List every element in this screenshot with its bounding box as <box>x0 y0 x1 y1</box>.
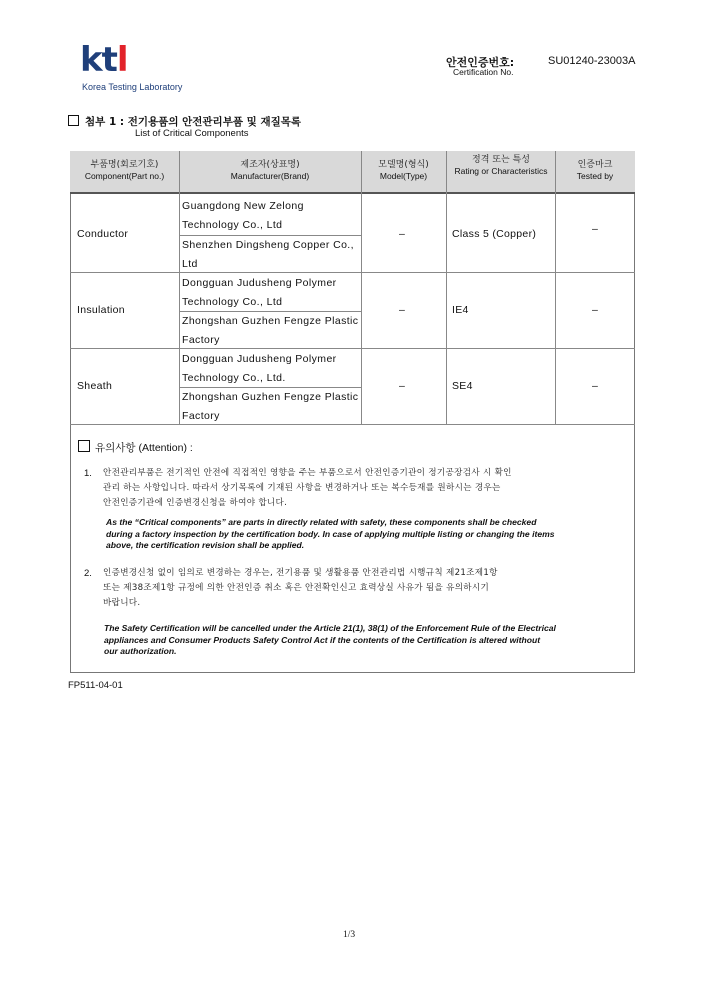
en-line: The Safety Certification will be cancelled under the Article 21(1), 38(1) of the Enforcement Rule of the Electrical <box>104 623 556 633</box>
header-manufacturer-en: Manufacturer(Brand) <box>230 171 310 181</box>
appendix-title-ko: 첨부 1 : 전기용품의 안전관리부품 및 재질목록 <box>85 116 302 128</box>
checkbox-icon <box>78 440 90 452</box>
en-line: appliances and Consumer Products Safety Control Act if the contents of the Certification is altered without <box>104 634 541 645</box>
attention-item-en <box>104 623 634 658</box>
row-manufacturer: Dongguan Judusheng Polymer Technology Co., Ltd <box>182 277 337 308</box>
row-tested-by: – <box>592 380 599 392</box>
header-component-en: Component(Part no.) <box>84 171 165 181</box>
header-model-ko: 모델명(형식) <box>378 160 429 170</box>
attention-item-ko <box>103 566 633 611</box>
attention-title <box>78 440 193 455</box>
ktl-logo <box>80 40 128 80</box>
header-manufacturer-ko: 제조자(상표명) <box>240 160 300 170</box>
row-model: – <box>399 228 406 240</box>
ko-line: 안전인증기관에 인증변경신청을 하여야 합니다. <box>103 498 288 508</box>
cert-number: SU01240-23003A <box>548 55 636 67</box>
header-model-en: Model(Type) <box>379 171 428 181</box>
header-component <box>70 160 179 182</box>
header-tested-by <box>555 160 635 182</box>
logo-main-text: kt <box>80 40 117 80</box>
row-rating: Class 5 (Copper) <box>452 228 537 240</box>
row-manufacturer: Zhongshan Guzhen Fengze Plastic Factory <box>182 315 359 346</box>
attention-item-en <box>106 517 636 552</box>
ko-line: 바랍니다. <box>103 598 141 608</box>
ko-line: 관리 하는 사항입니다. 따라서 상기목록에 기재된 사항을 변경하거나 또는 복수등재를 원하시는 경우는 <box>103 483 501 493</box>
en-line: our authorization. <box>104 646 177 656</box>
divider <box>555 151 556 424</box>
divider <box>179 151 180 424</box>
appendix-title <box>68 114 301 129</box>
header-model <box>361 160 446 182</box>
cert-label-ko: 안전인증번호: <box>446 56 515 69</box>
page-number: 1/3 <box>343 930 356 940</box>
header-rating-en: Rating or Characteristics <box>454 166 548 176</box>
row-tested-by: – <box>592 304 599 316</box>
header-tested-by-en: Tested by <box>576 171 614 181</box>
attention-title-en: (Attention) : <box>138 442 193 454</box>
header-rating-ko: 정격 또는 특성 <box>472 155 530 165</box>
form-code: FP511-04-01 <box>68 680 123 691</box>
row-component: Conductor <box>77 228 129 240</box>
appendix-title-en: List of Critical Components <box>135 128 249 139</box>
row-manufacturer: Shenzhen Dingsheng Copper Co., Ltd <box>182 239 354 270</box>
row-rating: IE4 <box>452 304 469 316</box>
row-component: Sheath <box>77 380 113 392</box>
row-model: – <box>399 304 406 316</box>
row-model: – <box>399 380 406 392</box>
header-manufacturer <box>179 160 361 182</box>
divider <box>446 151 447 424</box>
checkbox-icon <box>68 115 79 126</box>
header-tested-by-ko: 인증마크 <box>577 160 613 170</box>
row-manufacturer: Dongguan Judusheng Polymer Technology Co., Ltd. <box>182 353 337 384</box>
divider <box>361 151 362 424</box>
attention-title-ko: 유의사항 <box>95 442 136 454</box>
row-manufacturer: Zhongshan Guzhen Fengze Plastic Factory <box>182 391 359 422</box>
attention-item-number: 1. <box>84 468 92 479</box>
attention-item-number: 2. <box>84 568 92 579</box>
row-component: Insulation <box>77 304 125 316</box>
ko-line: 안전관리부품은 전기적인 안전에 직접적인 영향을 주는 부품으로서 안전인증기관이 정기공장검사 시 확인 <box>103 468 512 478</box>
header-rating <box>452 155 550 177</box>
cert-label-en: Certification No. <box>453 67 514 77</box>
ko-line: 인증변경신청 없이 임의로 변경하는 경우는, 전기용품 및 생활용품 안전관리법 시행규칙 제21조제1항 <box>103 568 498 578</box>
header-component-ko: 부품명(회로기호) <box>90 160 159 170</box>
row-tested-by: – <box>592 223 599 235</box>
en-line: above, the certification revision shall be applied. <box>106 540 305 550</box>
en-line: during a factory inspection by the certification body. In case of applying multiple listing or changing the items <box>106 528 555 539</box>
logo-subtitle: Korea Testing Laboratory <box>82 82 183 92</box>
ko-line: 또는 제38조제1항 규정에 의한 안전인증 취소 혹은 안전확인신고 효력상실 사유가 됨을 유의하시기 <box>103 583 490 593</box>
logo-accent-text: l <box>116 40 128 80</box>
row-rating: SE4 <box>452 380 473 392</box>
row-manufacturer: Guangdong New Zelong Technology Co., Ltd <box>182 200 304 231</box>
attention-item-ko <box>103 466 633 511</box>
en-line: As the “Critical components” are parts in directly related with safety, these components shall be checked <box>106 517 537 527</box>
